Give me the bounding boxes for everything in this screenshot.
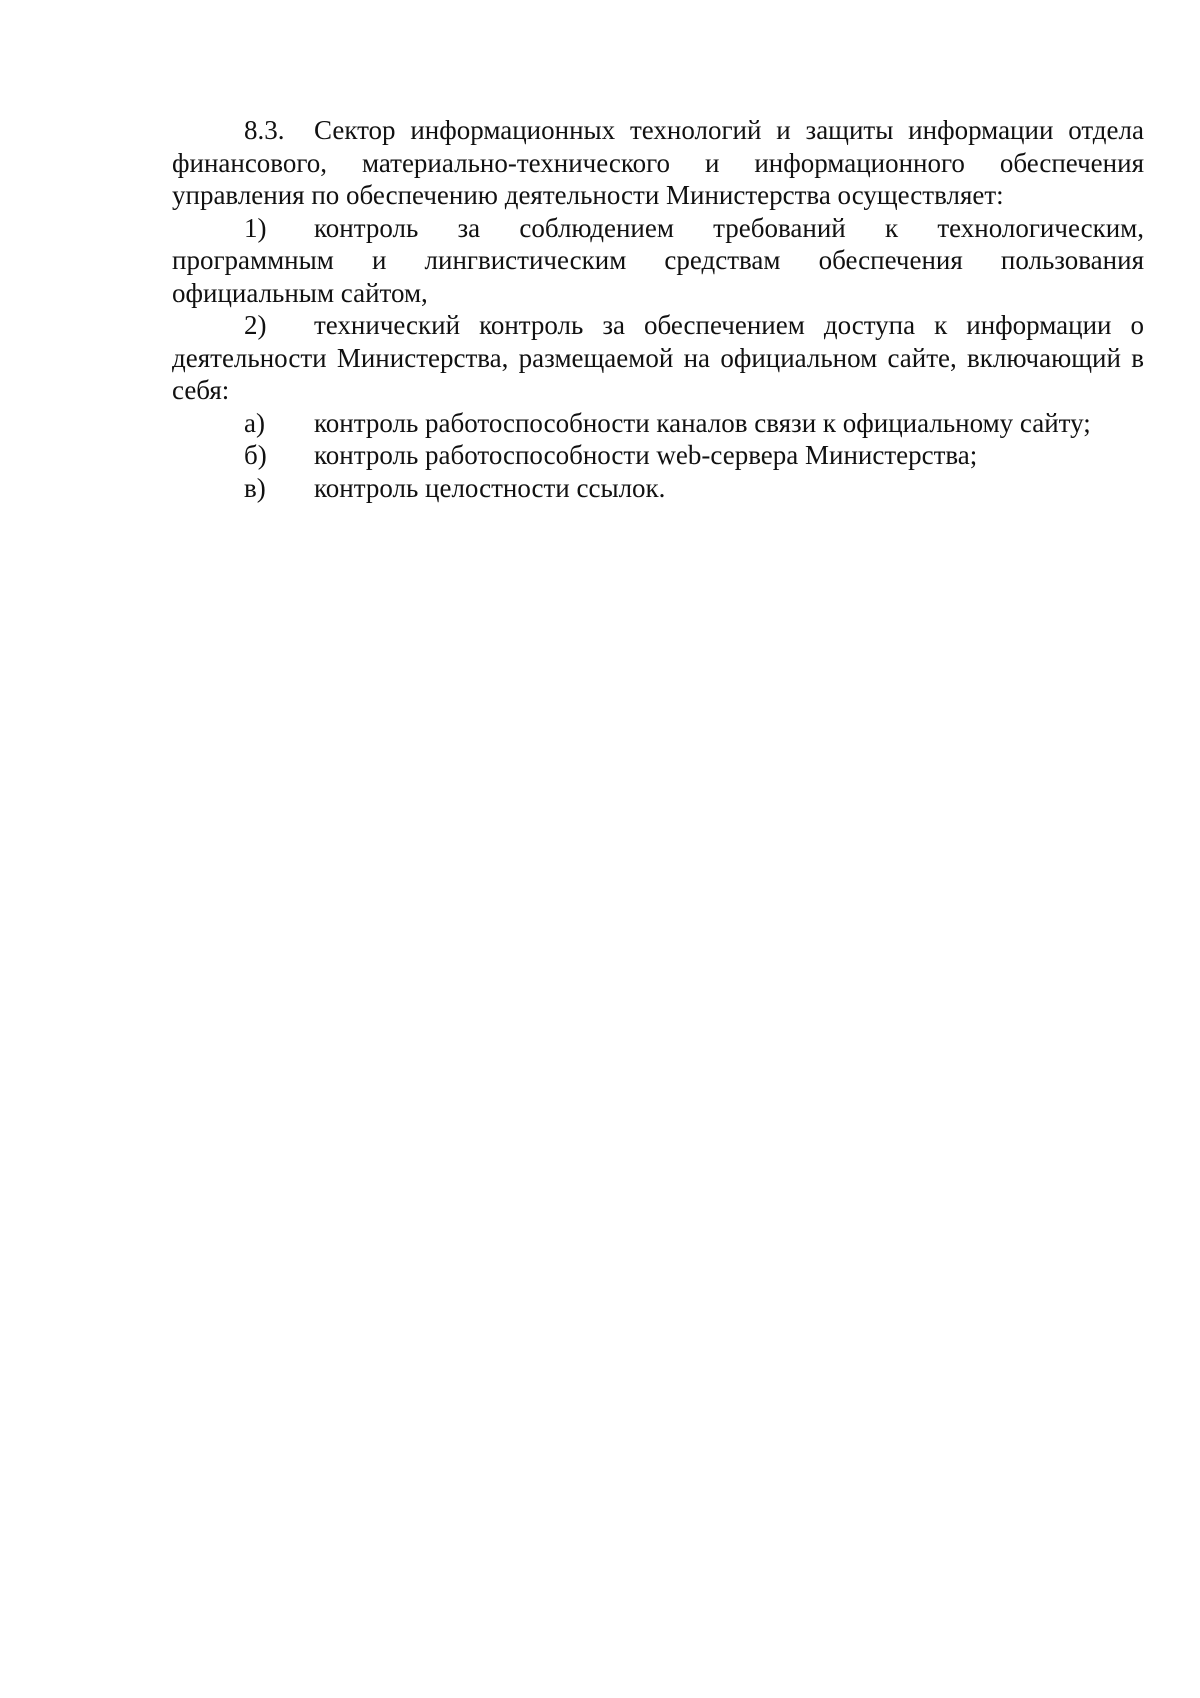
- section-number: 8.3.: [244, 115, 285, 145]
- list-item: [172, 212, 1144, 310]
- item-text: контроль за соблюдением требований к технологическим, программным и лингвистическим средствам обеспечения пользования официальным сайтом,: [172, 212, 1144, 308]
- subitem-text: контроль работоспособности web-сервера Министерства;: [314, 440, 978, 470]
- sub-list-item: [172, 472, 1144, 505]
- item-number: 2): [244, 310, 267, 340]
- section-text: Сектор информационных технологий и защиты информации отдела финансового, материально-технического и информационного обеспечения управления по обеспечению деятельности Министерства осуществляет:: [172, 115, 1144, 210]
- sub-list-item: [172, 407, 1144, 440]
- subitem-letter: б): [244, 440, 267, 470]
- subitem-letter: в): [244, 472, 266, 503]
- item-number: 1): [244, 212, 267, 243]
- sub-list-item: [172, 439, 1144, 472]
- subitem-text: контроль целостности ссылок.: [314, 472, 666, 503]
- subitem-text: контроль работоспособности каналов связи к официальному сайту;: [314, 407, 1091, 438]
- item-text: технический контроль за обеспечением доступа к информации о деятельности Министерства, размещаемой на официальном сайте, включающий в себя:: [172, 310, 1144, 405]
- subitem-letter: а): [244, 407, 265, 438]
- document-body: [172, 114, 1144, 504]
- list-item: [172, 309, 1144, 407]
- section-paragraph: [172, 114, 1144, 212]
